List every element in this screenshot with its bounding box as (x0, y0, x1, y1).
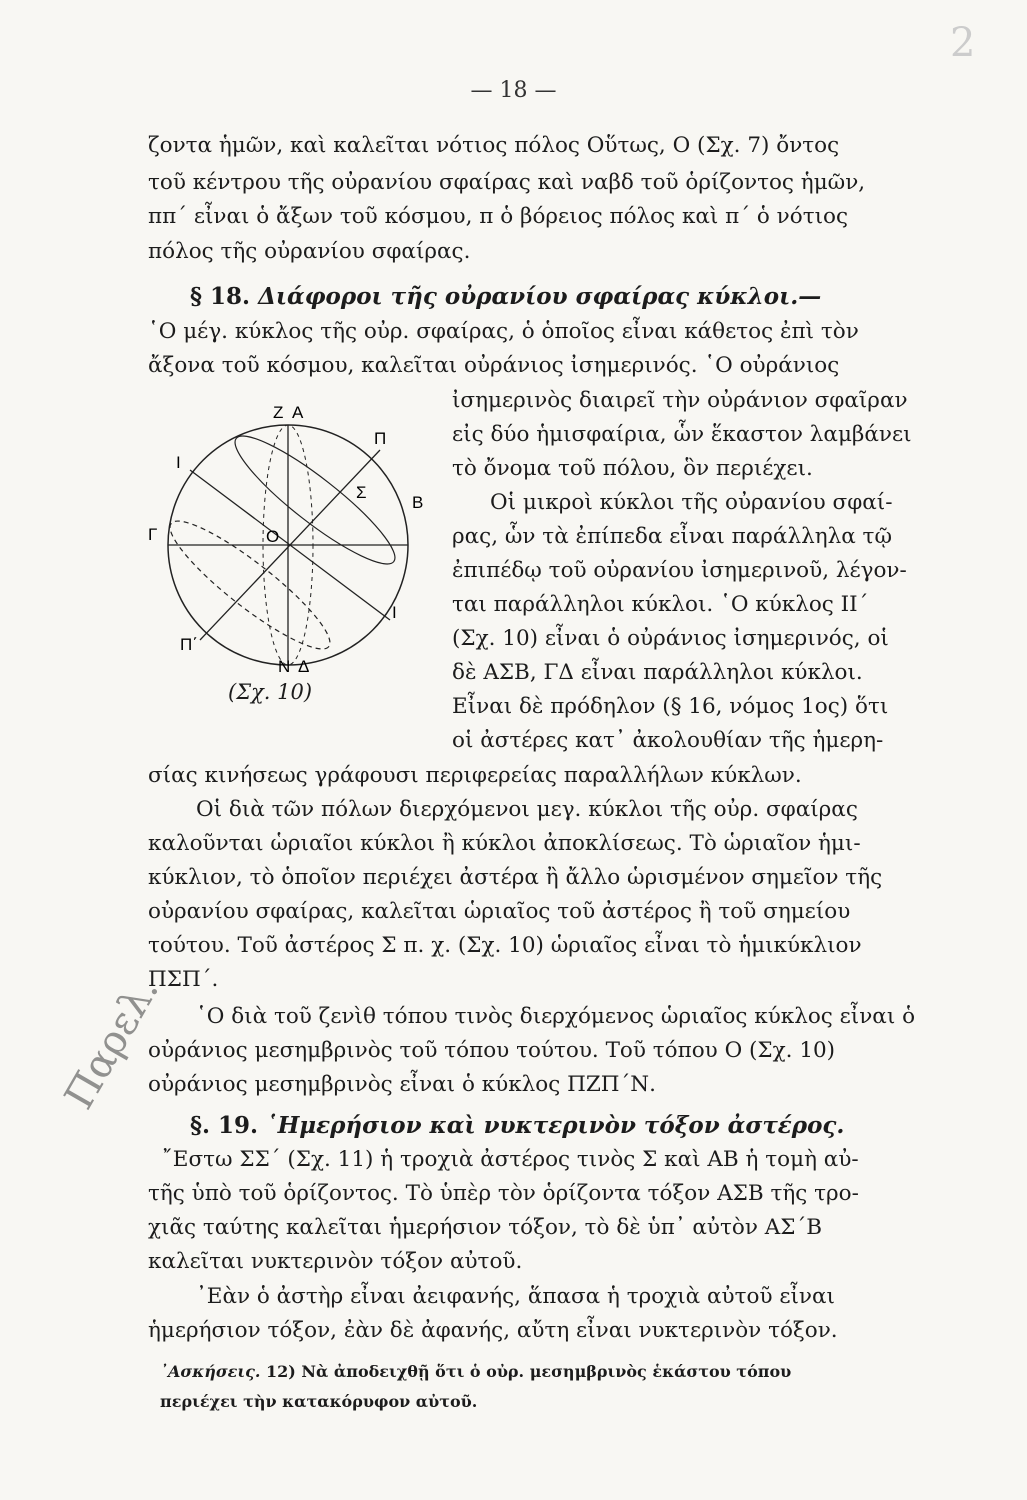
page-number: — 18 — (470, 78, 557, 103)
text-line: ἡμερήσιον τόξον, ἐὰν δὲ ἀφανής, αὔτη εἶναι νυκτερινὸν τόξον. (148, 1318, 838, 1343)
text-line: Οἱ μικροὶ κύκλοι τῆς οὐρανίου σφαί- (490, 490, 893, 515)
corner-pencil-mark: 2 (950, 20, 976, 66)
text-line: ἰσημερινὸς διαιρεῖ τὴν οὐράνιον σφαῖραν (452, 388, 908, 413)
label-O: Ο (266, 527, 280, 546)
label-I: Ι (176, 453, 181, 472)
label-S: Σ (356, 483, 367, 502)
text-line: οὐράνιος μεσημβρινὸς εἶναι ὁ κύκλος ΠΖΠ΄Ν. (148, 1072, 656, 1097)
text-line: κύκλιον, τὸ ὁποῖον περιέχει ἀστέρα ἢ ἄλλο ὡρισμένον σημεῖον τῆς (148, 865, 883, 890)
text-line: ΠΣΠ΄. (148, 967, 219, 992)
section-title: ῾Ημερήσιον καὶ νυκτερινὸν τόξον ἀστέρος. (266, 1112, 845, 1139)
text-line: πόλος τῆς οὐρανίου σφαίρας. (148, 239, 471, 264)
label-N: Ν (278, 657, 291, 676)
section-heading-19 (190, 1112, 844, 1139)
text-line: καλοῦνται ὡριαῖοι κύκλοι ἢ κύκλοι ἀποκλίσεως. Τὸ ὡριαῖον ἡμι- (148, 831, 861, 856)
section-title: Διάφοροι τῆς οὐρανίου σφαίρας κύκλοι.— (258, 283, 822, 310)
section-number: § 18. (190, 283, 251, 310)
exercise-text: 12) Νὰ ἀποδειχθῇ ὅτι ὁ οὐρ. μεσημβρινὸς ἑκάστου τόπου (266, 1362, 792, 1381)
text-line: τούτου. Τοῦ ἀστέρος Σ π. χ. (Σχ. 10) ὡριαῖος εἶναι τὸ ἡμικύκλιον (148, 933, 862, 958)
text-line: δὲ ΑΣΒ, ΓΔ εἶναι παράλληλοι κύκλοι. (452, 660, 863, 685)
exercise-note (160, 1362, 791, 1381)
text-line: ῎Εστω ΣΣ΄ (Σχ. 11) ἡ τροχιὰ ἀστέρος τινὸς Σ καὶ ΑΒ ἡ τομὴ αὐ- (162, 1147, 859, 1172)
label-B: Β (412, 493, 424, 512)
exercise-label: ᾽Ασκήσεις. (160, 1362, 261, 1381)
figure-celestial-sphere (140, 380, 440, 720)
text-line: οὐρανίου σφαίρας, καλεῖται ὡριαῖος τοῦ ἀστέρος ἢ τοῦ σημείου (148, 899, 851, 924)
text-line: ππ΄ εἶναι ὁ ἄξων τοῦ κόσμου, π ὁ βόρειος πόλος καὶ π΄ ὁ νότιος (148, 204, 848, 229)
text-line: καλεῖται νυκτερινὸν τόξον αὐτοῦ. (148, 1249, 523, 1274)
text-line: ῾Ο μέγ. κύκλος τῆς οὐρ. σφαίρας, ὁ ὁποῖος εἶναι κάθετος ἐπὶ τὸν (148, 319, 859, 344)
text-line: ᾽Εὰν ὁ ἀστὴρ εἶναι ἀειφανής, ἅπασα ἡ τροχιὰ αὐτοῦ εἶναι (196, 1284, 835, 1309)
text-line: τὸ ὄνομα τοῦ πόλου, ὃν περιέχει. (452, 456, 813, 481)
section-heading-18 (190, 283, 821, 310)
text-line: οὐράνιος μεσημβρινὸς τοῦ τόπου τούτου. Τοῦ τόπου Ο (Σχ. 10) (148, 1038, 836, 1063)
text-line: χιᾶς ταύτης καλεῖται ἡμερήσιον τόξον, τὸ δὲ ὑπ᾽ αὐτὸν ΑΣ΄Β (148, 1215, 823, 1240)
text-line: εἰς δύο ἡμισφαίρια, ὧν ἕκαστον λαμβάνει (452, 422, 912, 447)
label-Z: Ζ (273, 403, 284, 422)
text-line: ζοντα ἡμῶν, καὶ καλεῖται νότιος πόλος Οὕτως, Ο (Σχ. 7) ὄντος (148, 133, 840, 158)
text-line: ἐπιπέδῳ τοῦ οὐρανίου ἰσημερινοῦ, λέγον- (452, 558, 907, 583)
text-line: Εἶναι δὲ πρόδηλον (§ 16, νόμος 1ος) ὅτι (452, 694, 889, 719)
text-line: ἄξονα τοῦ κόσμου, καλεῖται οὐράνιος ἰσημερινός. ῾Ο οὐράνιος (148, 353, 840, 378)
label-P-prime: Π΄ (180, 635, 198, 654)
exercise-note-line2: περιέχει τὴν κατακόρυφον αὐτοῦ. (160, 1392, 478, 1411)
handwritten-margin-note: Παρελ. (56, 969, 169, 1117)
label-I2: Ι (392, 603, 397, 622)
text-line: σίας κινήσεως γράφουσι περιφερείας παραλλήλων κύκλων. (148, 763, 802, 788)
text-line: οἱ ἀστέρες κατ᾽ ἀκολουθίαν τῆς ἡμερη- (452, 728, 884, 753)
text-line: ῾Ο διὰ τοῦ ζενὶθ τόπου τινὸς διερχόμενος ὡριαῖος κύκλος εἶναι ὁ (196, 1004, 916, 1029)
section-number: §. 19. (190, 1112, 259, 1139)
text-line: τοῦ κέντρου τῆς οὐρανίου σφαίρας καὶ ναβδ τοῦ ὁρίζοντος ἡμῶν, (148, 170, 866, 195)
text-line: (Σχ. 10) εἶναι ὁ οὐράνιος ἰσημερινός, οἱ (452, 626, 889, 651)
text-line: τῆς ὑπὸ τοῦ ὁρίζοντος. Τὸ ὑπὲρ τὸν ὁρίζοντα τόξον ΑΣΒ τῆς τρο- (148, 1181, 859, 1206)
text-line: ρας, ὧν τὰ ἐπίπεδα εἶναι παράλληλα τῷ (452, 524, 892, 549)
text-line: ται παράλληλοι κύκλοι. ῾Ο κύκλος ΙΙ΄ (452, 592, 869, 617)
text-line: Οἱ διὰ τῶν πόλων διερχόμενοι μεγ. κύκλοι τῆς οὐρ. σφαίρας (196, 797, 858, 822)
label-A: Α (292, 403, 304, 422)
label-G: Γ (148, 525, 158, 544)
figure-caption: (Σχ. 10) (228, 680, 313, 704)
label-D: Δ (298, 657, 310, 676)
label-P: Π (374, 429, 387, 448)
